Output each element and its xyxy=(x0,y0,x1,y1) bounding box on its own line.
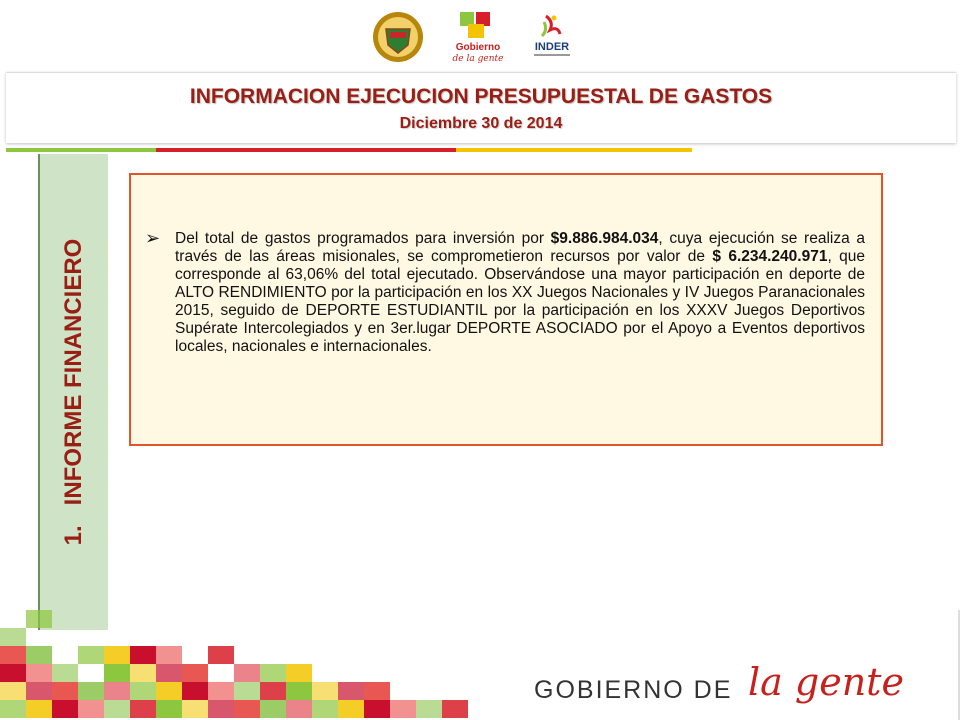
svg-text:Gobierno: Gobierno xyxy=(455,42,501,53)
mosaic-tile xyxy=(0,700,26,718)
programmed-amount: $9.886.984.034 xyxy=(550,230,659,247)
summary-box xyxy=(129,173,883,446)
section-title: INFORME FINANCIERO xyxy=(60,238,87,506)
mosaic-tile xyxy=(52,664,78,682)
inder-logo xyxy=(524,12,580,62)
arrow-bullet-icon: ➢ xyxy=(145,228,161,249)
gobierno-de-la-gente-logo xyxy=(450,10,506,64)
committed-amount: $ 6.234.240.971 xyxy=(712,248,828,265)
mosaic-tile xyxy=(130,700,156,718)
mosaic-tile xyxy=(0,682,26,700)
header-logos xyxy=(372,8,582,66)
mosaic-tile xyxy=(338,700,364,718)
mosaic-tile xyxy=(156,646,182,664)
paragraph-text: , que corresponde al 63,06% del total ejecutado. Observándose una mayor participación en deporte de ALTO RENDIMIENTO por la participación en los XX Juegos Nacionales y IV Juegos Paranacionales 2015, seguido de DEPORTE ESTUDIANTIL por la participación en los XXXV Juegos Deportivos Supérate Intercolegiados y en 3er.lugar DEPORTE ASOCIADO por el Apoyo a Eventos deportivos locales, nacionales e internacionales. xyxy=(175,248,865,355)
report-date: Diciembre 30 de 2014 xyxy=(399,115,563,132)
mosaic-tile xyxy=(78,646,104,664)
mosaic-tile xyxy=(312,700,338,718)
mosaic-tile xyxy=(286,664,312,682)
mosaic-tile xyxy=(234,664,260,682)
mosaic-tile xyxy=(156,700,182,718)
page-title: INFORMACION EJECUCION PRESUPUESTAL DE GASTOS xyxy=(189,85,773,108)
mosaic-tile xyxy=(0,646,26,664)
mosaic-tile xyxy=(130,682,156,700)
mosaic-tile xyxy=(0,664,26,682)
mosaic-tile xyxy=(390,700,416,718)
mosaic-tile xyxy=(104,682,130,700)
mosaic-tile xyxy=(130,664,156,682)
mosaic-tile xyxy=(364,682,390,700)
mosaic-tile xyxy=(0,628,26,646)
mosaic-tile xyxy=(416,700,442,718)
mosaic-tile xyxy=(208,700,234,718)
mosaic-tile xyxy=(26,664,52,682)
mosaic-tile xyxy=(156,682,182,700)
mosaic-tile xyxy=(26,646,52,664)
svg-text:INDER: INDER xyxy=(534,41,570,53)
municipal-seal-logo xyxy=(372,11,424,63)
footer-brand-text: GOBIERNO DE xyxy=(534,676,733,704)
svg-text:de la gente: de la gente xyxy=(452,54,504,64)
paragraph-text: , cuya ejecución se realiza a través de las áreas misionales, se comprometieron recursos por valor de xyxy=(175,230,865,265)
mosaic-tile xyxy=(312,682,338,700)
mosaic-tile xyxy=(52,700,78,718)
mosaic-tile xyxy=(78,682,104,700)
footer-brand-script: la gente xyxy=(748,660,904,704)
mosaic-tile xyxy=(234,682,260,700)
color-strip-red xyxy=(156,148,456,152)
mosaic-tile xyxy=(208,646,234,664)
mosaic-tile xyxy=(78,700,104,718)
mosaic-tile xyxy=(260,664,286,682)
mosaic-tile xyxy=(260,682,286,700)
mosaic-tile xyxy=(182,664,208,682)
summary-paragraph xyxy=(175,230,865,356)
section-sidebar xyxy=(38,154,108,630)
mosaic-tile xyxy=(52,682,78,700)
mosaic-tile xyxy=(182,682,208,700)
mosaic-tile xyxy=(338,682,364,700)
mosaic-tile xyxy=(442,700,468,718)
mosaic-tile xyxy=(234,700,260,718)
mosaic-tile xyxy=(104,646,130,664)
mosaic-tile xyxy=(286,682,312,700)
section-number: 1. xyxy=(60,525,87,546)
mosaic-tile xyxy=(286,700,312,718)
color-strip-yellow xyxy=(456,148,692,152)
paragraph-text: Del total de gastos programados para inversión por xyxy=(175,230,551,247)
mosaic-tile xyxy=(104,700,130,718)
mosaic-tile xyxy=(130,646,156,664)
mosaic-tile xyxy=(26,700,52,718)
mosaic-tile xyxy=(26,610,52,628)
title-banner xyxy=(6,72,956,143)
mosaic-tile xyxy=(208,682,234,700)
decorative-mosaic xyxy=(0,610,470,720)
mosaic-tile xyxy=(260,700,286,718)
mosaic-tile xyxy=(156,664,182,682)
color-strip-green xyxy=(6,148,156,152)
mosaic-tile xyxy=(364,700,390,718)
mosaic-tile xyxy=(182,700,208,718)
mosaic-tile xyxy=(104,664,130,682)
section-heading xyxy=(60,239,88,546)
mosaic-tile xyxy=(26,682,52,700)
